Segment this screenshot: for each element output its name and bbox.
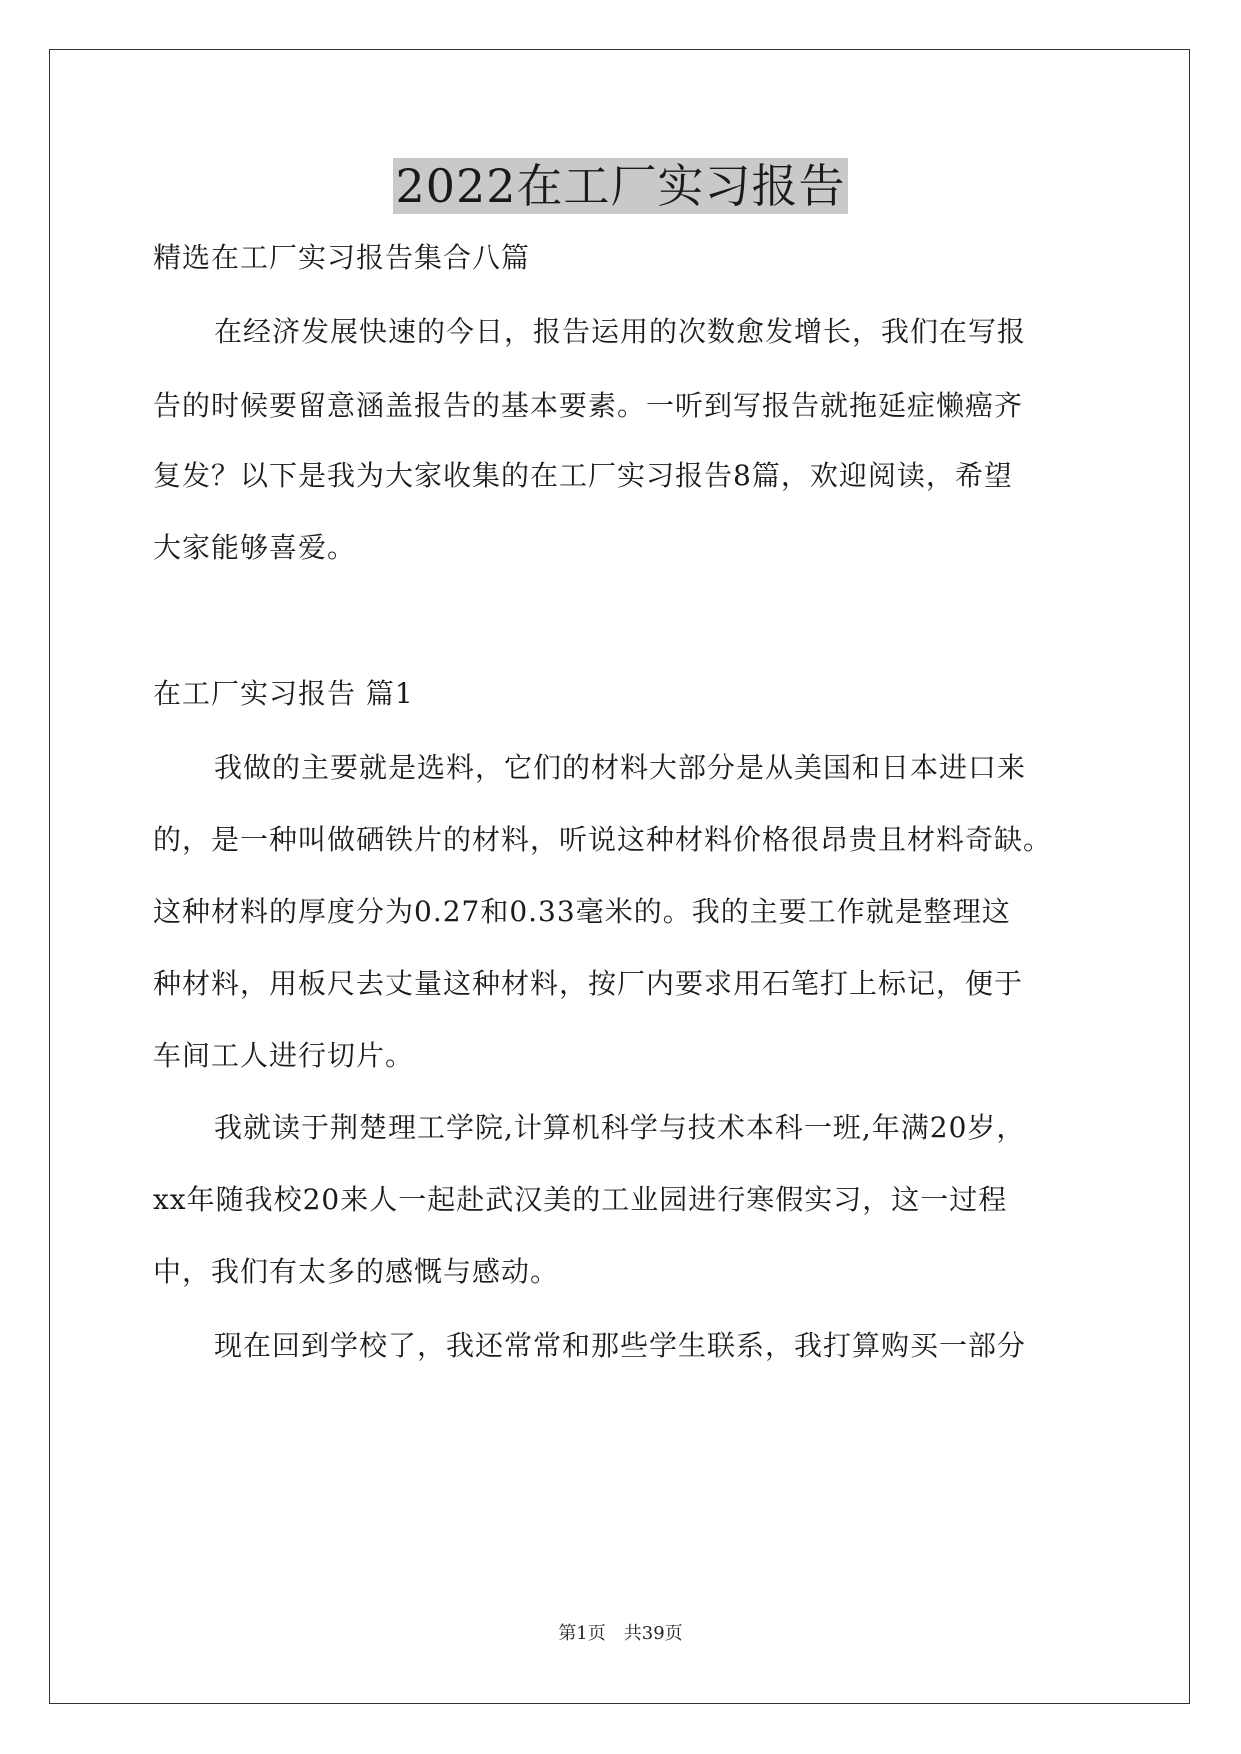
paragraph-line: 中，我们有太多的感慨与感动。 bbox=[153, 1255, 560, 1288]
paragraph-line: 我做的主要就是选料，它们的材料大部分是从美国和日本进口来 bbox=[214, 751, 1027, 784]
section-heading: 在工厂实习报告 篇1 bbox=[153, 677, 414, 710]
paragraph-line: 种材料，用板尺去丈量这种材料，按厂内要求用石笔打上标记，便于 bbox=[153, 967, 1024, 1000]
intro-line: 大家能够喜爱。 bbox=[153, 531, 357, 564]
document-subtitle: 精选在工厂实习报告集合八篇 bbox=[153, 241, 531, 274]
page-total: 共39页 bbox=[623, 1623, 683, 1644]
title-container bbox=[0, 158, 1241, 214]
document-title: 2022在工厂实习报告 bbox=[395, 159, 846, 213]
intro-line: 在经济发展快速的今日，报告运用的次数愈发增长，我们在写报 bbox=[214, 315, 1027, 348]
paragraph-line: 我就读于荆楚理工学院,计算机科学与技术本科一班,年满20岁， bbox=[214, 1111, 1026, 1144]
paragraph-line: 这种材料的厚度分为0.27和0.33毫米的。我的主要工作就是整理这 bbox=[153, 895, 1011, 928]
page-border bbox=[49, 49, 1190, 1704]
intro-line: 复发？以下是我为大家收集的在工厂实习报告8篇，欢迎阅读，希望 bbox=[153, 459, 1013, 492]
paragraph-line: 现在回到学校了，我还常常和那些学生联系，我打算购买一部分 bbox=[214, 1329, 1027, 1362]
paragraph-line: xx年随我校20来人一起赴武汉美的工业园进行寒假实习，这一过程 bbox=[153, 1183, 1008, 1216]
intro-line: 告的时候要留意涵盖报告的基本要素。一听到写报告就拖延症懒癌齐 bbox=[153, 389, 1024, 422]
page-number: 第1页 bbox=[558, 1623, 606, 1644]
paragraph-line: 的，是一种叫做硒铁片的材料，听说这种材料价格很昂贵且材料奇缺。 bbox=[153, 823, 1053, 856]
page-footer bbox=[0, 1622, 1241, 1646]
paragraph-line: 车间工人进行切片。 bbox=[153, 1039, 415, 1072]
